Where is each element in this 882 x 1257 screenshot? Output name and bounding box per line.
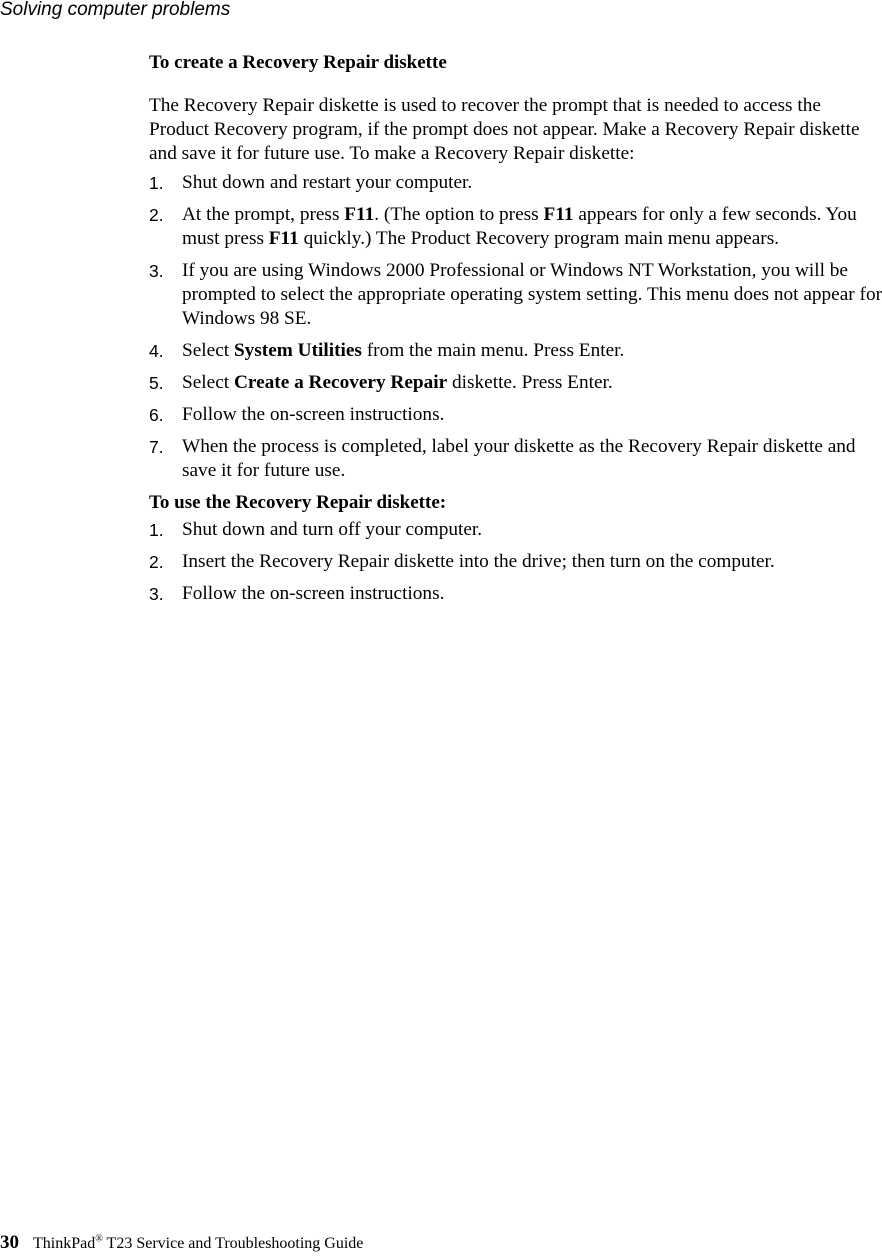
page-content <box>149 51 882 614</box>
step-number: 4. <box>149 341 164 361</box>
menu-option-system-utilities: System Utilities <box>233 340 362 361</box>
step-text: Insert the Recovery Repair diskette into the drive; then turn on the computer. <box>182 551 775 572</box>
step-number: 1. <box>149 173 164 193</box>
step-text: Shut down and turn off your computer. <box>182 519 483 540</box>
running-header: Solving computer problems <box>0 0 231 20</box>
step-text: Follow the on-screen instructions. <box>182 404 445 425</box>
list-item <box>149 259 882 331</box>
step-text: At the prompt, press F11. (The option to press F11 appears for only a few seconds. You must press F11 quickly.) The Product Recovery program main menu appears. <box>182 204 857 249</box>
list-item <box>149 435 882 483</box>
step-text: Select System Utilities from the main menu. Press Enter. <box>182 340 625 361</box>
menu-option-create-recovery-repair: Create a Recovery Repair <box>233 372 448 393</box>
step-number: 3. <box>149 261 164 281</box>
step-number: 2. <box>149 552 164 572</box>
list-item <box>149 403 882 427</box>
create-steps-list <box>149 171 882 483</box>
step-number: 7. <box>149 437 164 457</box>
list-item <box>149 371 882 395</box>
use-steps-list <box>149 518 882 606</box>
step-number: 5. <box>149 373 164 393</box>
page-number: 30 <box>0 1232 19 1253</box>
intro-paragraph: The Recovery Repair diskette is used to recover the prompt that is needed to access the Product Recovery program, if the prompt does not appear. Make a Recovery Repair diskette and save it for future use. To make a Recovery Repair diskette: <box>149 95 860 164</box>
step-number: 1. <box>149 520 164 540</box>
step-number: 3. <box>149 584 164 604</box>
section-title-create: To create a Recovery Repair diskette <box>149 52 447 73</box>
page-footer <box>0 1232 363 1254</box>
step-text: Follow the on-screen instructions. <box>182 583 445 604</box>
step-number: 6. <box>149 405 164 425</box>
list-item <box>149 203 882 251</box>
list-item <box>149 550 882 574</box>
book-title: ThinkPad® T23 Service and Troubleshooting Guide <box>33 1233 364 1252</box>
key-f11: F11 <box>543 204 574 225</box>
list-item <box>149 171 882 195</box>
step-text: Select Create a Recovery Repair diskette. Press Enter. <box>182 372 613 393</box>
section-title-use: To use the Recovery Repair diskette: <box>149 492 447 513</box>
step-number: 2. <box>149 205 164 225</box>
registered-trademark: ® <box>95 1233 103 1245</box>
step-text: Shut down and restart your computer. <box>182 172 473 193</box>
key-f11: F11 <box>344 204 375 225</box>
step-text: When the process is completed, label your diskette as the Recovery Repair diskette and save it for future use. <box>182 436 856 481</box>
list-item <box>149 518 882 542</box>
list-item <box>149 339 882 363</box>
key-f11: F11 <box>268 228 299 249</box>
list-item <box>149 582 882 606</box>
step-text: If you are using Windows 2000 Professional or Windows NT Workstation, you will be prompted to select the appropriate operating system setting. This menu does not appear for Windows 98 SE. <box>182 260 882 329</box>
